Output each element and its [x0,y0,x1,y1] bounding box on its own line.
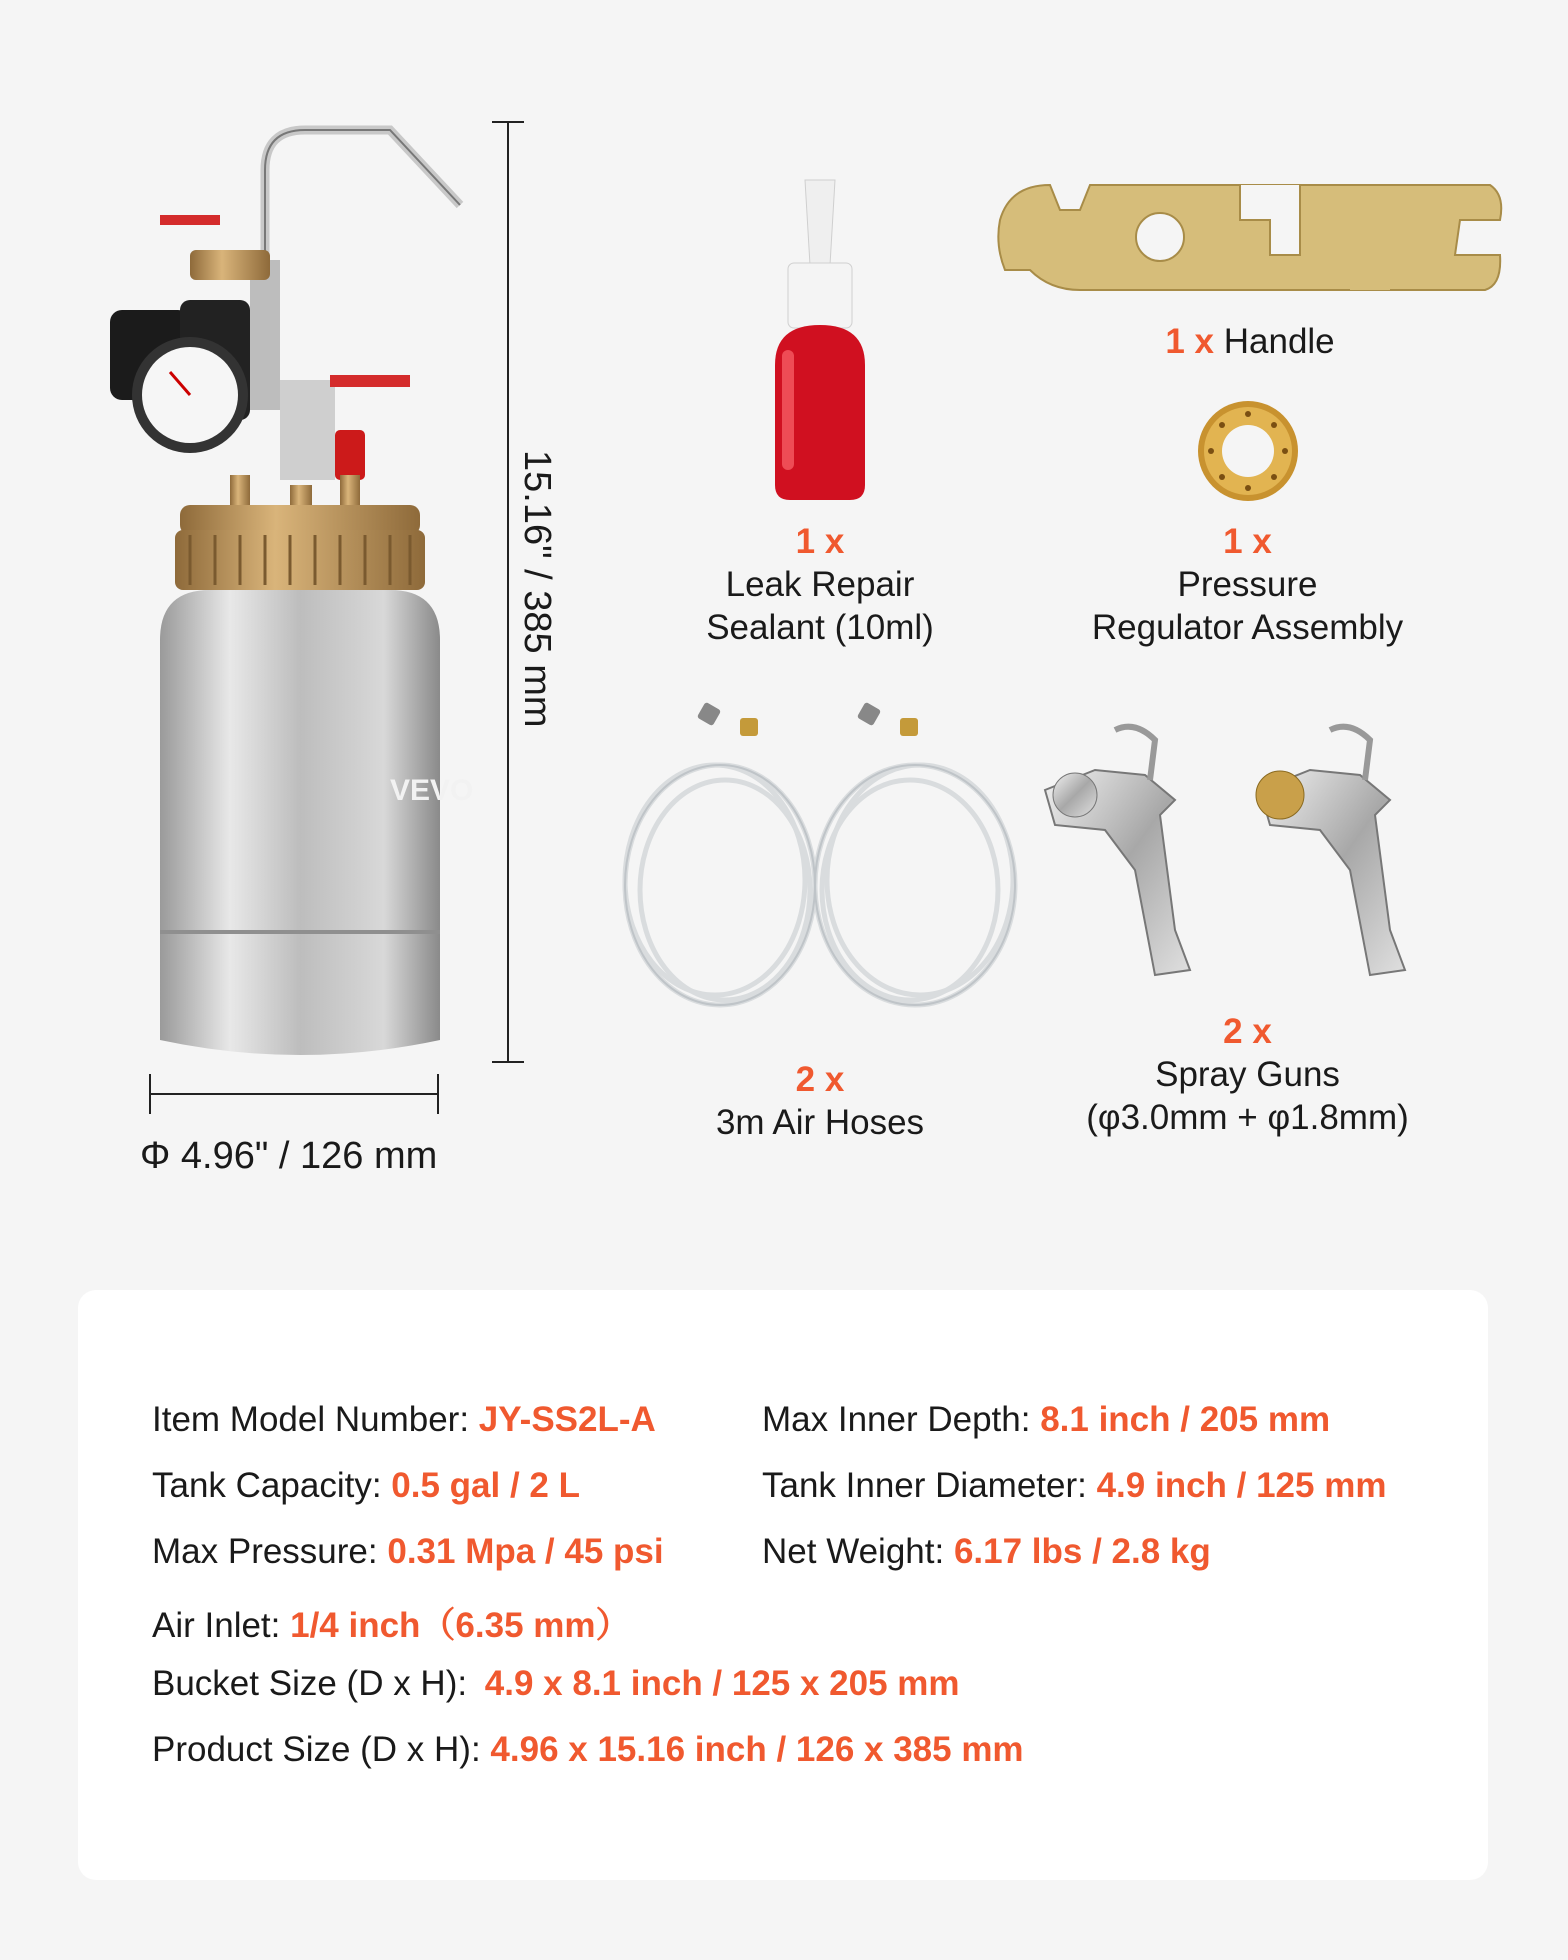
guns-caption [1050,1010,1445,1139]
guns-label-line1: Spray Guns [1155,1055,1340,1094]
sealant-qty: 1 x [795,522,845,561]
spec-product-value: 4.96 x 15.16 inch / 126 x 385 mm [490,1730,1024,1769]
spec-inlet-value: 1/4 inch（6.35 mm） [290,1606,631,1645]
diameter-dimension-line [148,1072,443,1116]
spec-weight-label: Net Weight: [762,1532,954,1571]
spec-capacity [152,1466,580,1506]
spec-diameter-label: Tank Inner Diameter: [762,1466,1097,1505]
hoses-label-line1: 3m Air Hoses [715,1103,925,1142]
spec-pressure-value: 0.31 Mpa / 45 psi [387,1532,664,1571]
handle-caption [1100,320,1400,363]
hoses-caption [660,1058,980,1144]
spec-bucket-label: Bucket Size (D x H): [152,1664,477,1703]
handle-qty: 1 x [1165,322,1214,361]
spec-weight-value: 6.17 lbs / 2.8 kg [953,1532,1211,1571]
regulator-qty: 1 x [1223,522,1272,561]
sealant-caption [660,520,980,649]
spec-model-label: Item Model Number: [152,1400,479,1439]
spec-weight [762,1532,1211,1572]
spec-model-value: JY-SS2L-A [478,1400,656,1439]
hoses-qty: 2 x [795,1060,845,1099]
spray-guns-image [1035,720,1465,990]
spec-product-label: Product Size (D x H): [152,1730,491,1769]
spec-diameter-value: 4.9 inch / 125 mm [1096,1466,1387,1505]
wrench-handle-image [990,175,1510,300]
sealant-label-line1: Leak Repair [725,565,915,604]
sealant-label-line2: Sealant (10ml) [706,608,934,647]
spec-bucket-value: 4.9 x 8.1 inch / 125 x 205 mm [484,1664,960,1703]
pressure-tank-image [90,110,480,1070]
regulator-label-line2: Regulator Assembly [1091,608,1404,647]
spec-depth-label: Max Inner Depth: [762,1400,1041,1439]
regulator-caption [1050,520,1445,649]
specifications-card [78,1290,1488,1880]
spec-model [152,1400,656,1440]
sealant-bottle-image [760,175,880,505]
spec-inlet-label: Air Inlet: [152,1606,291,1645]
air-hoses-image [615,700,1030,1030]
guns-qty: 2 x [1223,1012,1272,1051]
tank-brand-text: VEVO [390,774,474,807]
spec-product [152,1730,1024,1770]
spec-capacity-label: Tank Capacity: [152,1466,392,1505]
spec-capacity-value: 0.5 gal / 2 L [391,1466,580,1505]
spec-pressure [152,1532,664,1572]
spec-depth-value: 8.1 inch / 205 mm [1040,1400,1331,1439]
regulator-ring-image [1195,398,1301,504]
spec-bucket [152,1664,960,1704]
height-dimension-label: 15.16" / 385 mm [516,450,558,728]
spec-inlet [152,1598,631,1648]
spec-depth [762,1400,1330,1440]
guns-label-line2: (φ3.0mm + φ1.8mm) [1086,1098,1409,1137]
regulator-label-line1: Pressure [1177,565,1318,604]
spec-diameter [762,1466,1386,1506]
spec-pressure-label: Max Pressure: [152,1532,388,1571]
diameter-dimension-label: Φ 4.96" / 126 mm [140,1135,438,1177]
handle-label: Handle [1223,322,1335,361]
